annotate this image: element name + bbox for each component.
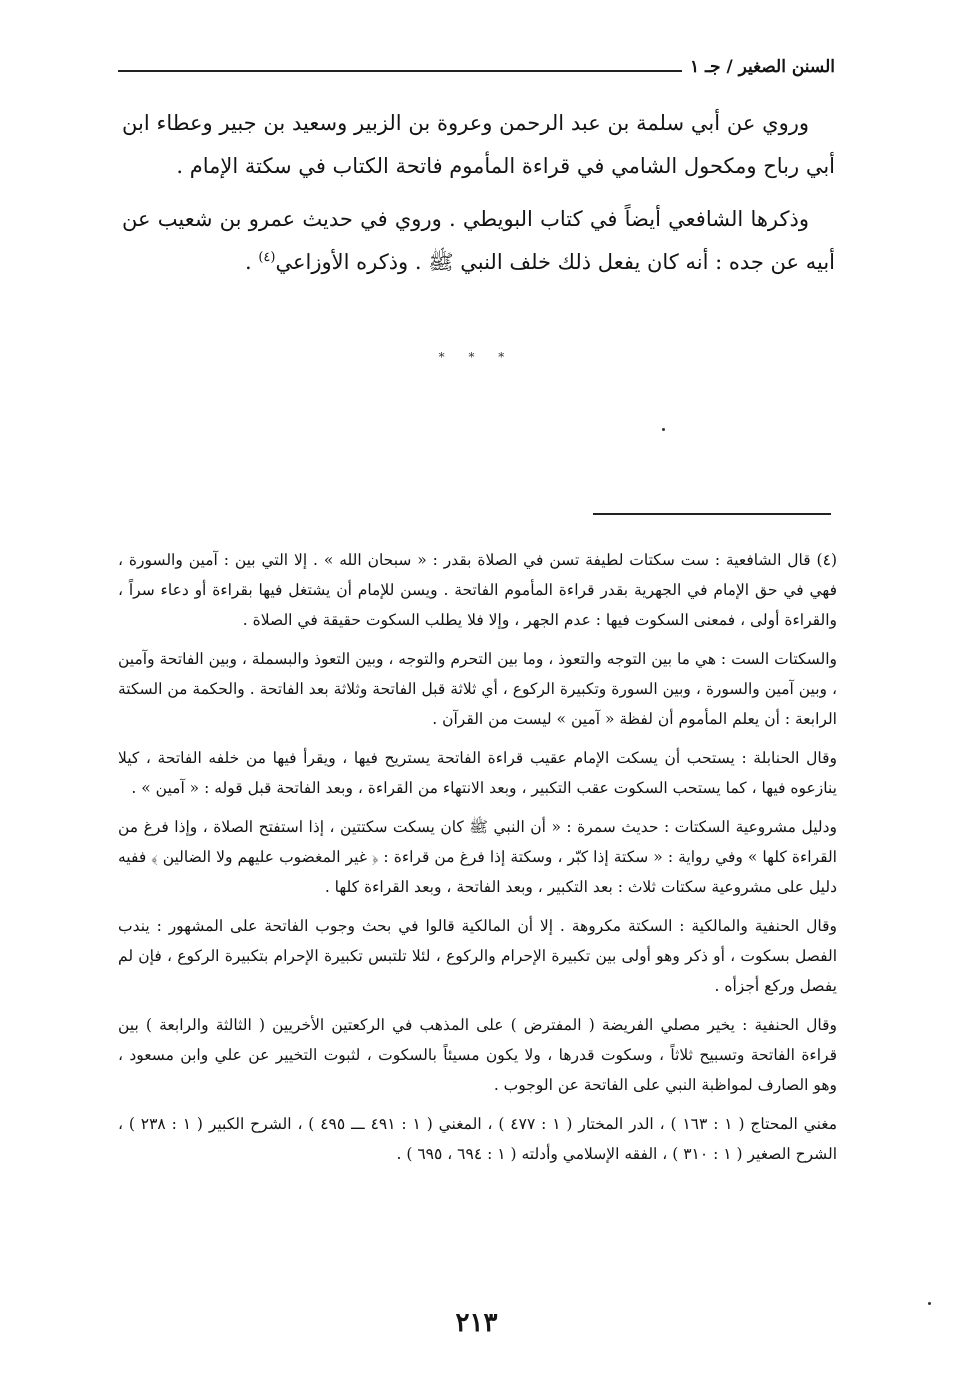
footnote-paragraph: وقال الحنفية : يخير مصلي الفريضة ( المفترض ) على المذهب في الركعتين الأخريين ( الثالثة والرابعة ) بين قراءة الفاتحة وتسبيح ثلاثاً ، وسكوت قدرها ، ولا يكون مسيئاً بالسكوت ، لثبوت التخيير عن علي وابن مسعود ، وهو الصارف لمواظبة النبي على الفاتحة عن الوجوب .	[118, 1016, 837, 1094]
main-paragraph	[122, 198, 835, 284]
section-separator: * * *	[438, 350, 515, 364]
main-text	[122, 102, 835, 294]
print-speck	[928, 1302, 931, 1305]
footnote-paragraph: والسكتات الست : هي ما بين التوجه والتعوذ ، وما بين التحرم والتوجه ، وبين التعوذ والبسملة ، وبين الفاتحة وآمين ، وبين آمين والسورة ، وبين السورة وتكبيرة الركوع ، أي ثلاثة قبل الفاتحة وثلاثة بعد الفاتحة . والحكمة من السكتة الرابعة : أن يعلم المأموم أن لفظة « آمين » ليست من القرآن .	[118, 650, 837, 728]
print-speck	[662, 428, 665, 431]
footnote-references: مغني المحتاج ( ١ : ١٦٣ ) ، الدر المختار ( ١ : ٤٧٧ ) ، المغني ( ١ : ٤٩١ ـــ ٤٩٥ ) ، الشرح الكبير ( ١ : ٢٣٨ ) ، الشرح الصغير ( ١ : ٣١٠ ) ، الفقه الإسلامي وأدلته ( ١ : ٦٩٤ ، ٦٩٥ ) .	[118, 1115, 838, 1163]
footnotes	[118, 545, 837, 1178]
page-number: ٢١٣	[455, 1308, 498, 1338]
paragraph-end-mark: .	[244, 250, 259, 274]
footnote-paragraph: وقال الحنابلة : يستحب أن يسكت الإمام عقيب قراءة الفاتحة يستريح فيها ، ويقرأ فيها من خلفه الفاتحة ، كيلا ينازعوه فيها ، كما يستحب السكوت عقب التكبير ، وبعد الانتهاء من القراءة ، وبعد الفاتحة قبل قوله : « آمين » .	[118, 749, 837, 797]
running-title: السنن الصغير / جـ ١	[689, 57, 835, 77]
main-paragraph-text: وذكرها الشافعي أيضاً في كتاب البويطي . وروي في حديث عمرو بن شعيب عن أبيه عن جده : أنه كان يفعل ذلك خلف النبي ﷺ . وذكره الأوزاعي	[122, 207, 835, 274]
footnote-paragraph: ودليل مشروعية السكتات : حديث سمرة : « أن النبي ﷺ كان يسكت سكتتين ، إذا استفتح الصلاة ، وإذا فرغ من القراءة كلها » وفي رواية : « سكتة إذا كبّر ، وسكتة إذا فرغ من قراءة : ﴿ غير المغضوب عليهم ولا الضالين ﴾ ففيه دليل على مشروعية سكتات ثلاث : بعد التكبير ، وبعد الفاتحة ، وبعد القراءة كلها .	[118, 818, 837, 896]
footnote-reference: (٤)	[258, 250, 276, 265]
running-header	[118, 52, 835, 82]
footnote-rule	[593, 513, 831, 515]
footnote-paragraph: (٤) قال الشافعية : ست سكتات لطيفة تسن في الصلاة بقدر : « سبحان الله » . إلا التي بين : آمين والسورة ، فهي في حق الإمام في الجهرية بقدر قراءة المأموم الفاتحة . ويسن للإمام أن يشتغل فيها بقراءة أو دعاء سراً ، والقراءة أولى ، فمعنى السكوت فيها : عدم الجهر ، وإلا فلا يطلب السكوت حقيقة في الصلاة .	[118, 551, 837, 629]
footnote-paragraph: وقال الحنفية والمالكية : السكتة مكروهة . إلا أن المالكية قالوا في بحث وجوب الفاتحة على المشهور : يندب الفصل بسكوت ، أو ذكر وهو أولى بين تكبيرة الإحرام والركوع ، لئلا تلتبس تكبيرة الإحرام بتكبيرة الركوع ، فإن لم يفصل وركع أجزأه .	[118, 917, 837, 995]
header-rule	[118, 70, 682, 72]
main-paragraph: وروي عن أبي سلمة بن عبد الرحمن وعروة بن الزبير وسعيد بن جبير وعطاء ابن أبي رباح ومكحول الشامي في قراءة المأموم فاتحة الكتاب في سكتة الإمام .	[122, 111, 835, 178]
